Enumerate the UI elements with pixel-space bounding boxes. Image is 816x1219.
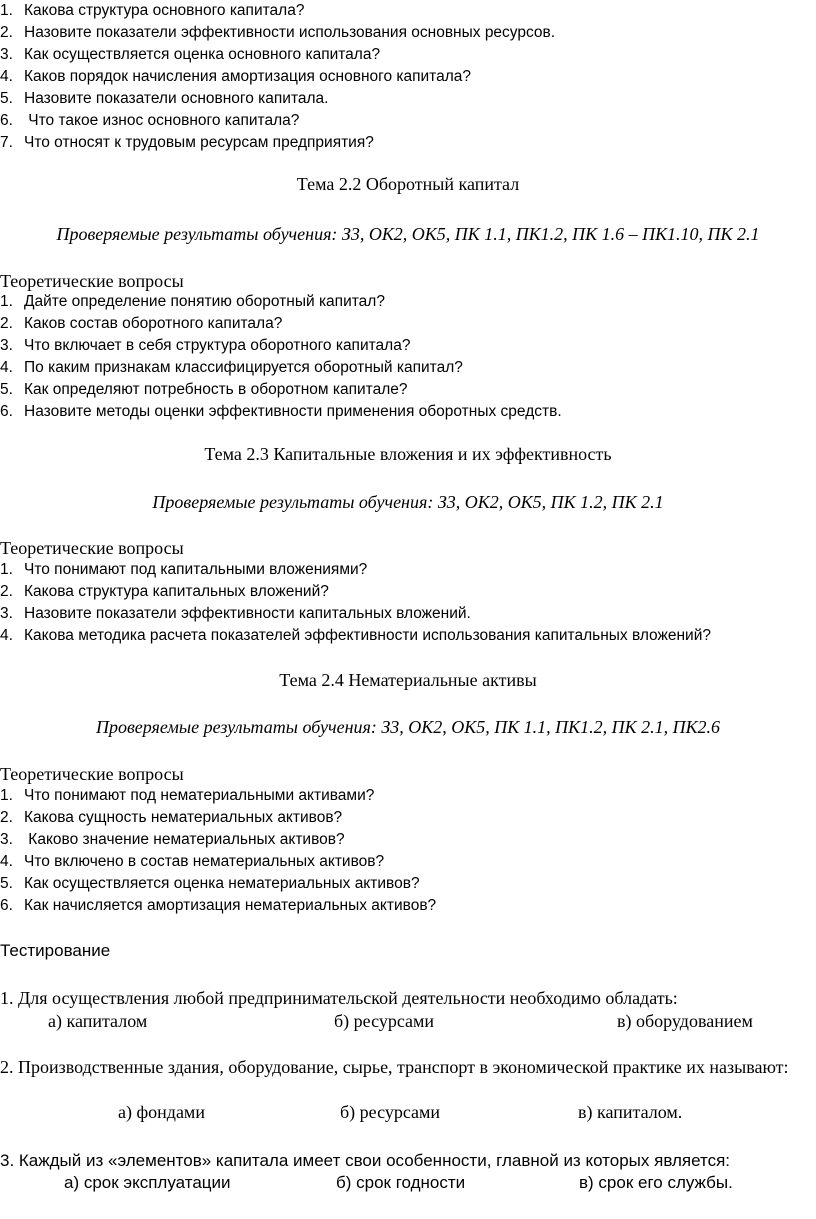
test-answer-option: в) капиталом. [578, 1102, 683, 1122]
question-item: 3. Назовите показатели эффективности капитальных вложений. [0, 605, 471, 622]
testing-heading: Тестирование [0, 941, 111, 960]
question-item: 2. Назовите показатели эффективности использования основных ресурсов. [0, 24, 556, 41]
question-item: 1. Что понимают под капитальными вложениями? [0, 561, 368, 578]
subsection-heading: Теоретические вопросы [0, 538, 184, 558]
test-answer-option: б) ресурсами [340, 1102, 441, 1122]
test-question-1: 1. Для осуществления любой предпринимательской деятельности необходимо обладать: [0, 988, 678, 1008]
section-heading: Тема 2.4 Нематериальные активы [279, 670, 537, 690]
test-question-3: 3. Каждый из «элементов» капитала имеет свои особенности, главной из которых является: [0, 1151, 730, 1170]
learning-outcomes: Проверяемые результаты обучения: З3, ОК2, ОК5, ПК 1.1, ПК1.2, ПК 1.6 – ПК1.10, ПК 2.1 [56, 224, 760, 244]
section-heading: Тема 2.3 Капитальные вложения и их эффективность [204, 444, 612, 464]
question-item: 4. По каким признакам классифицируется оборотный капитал? [0, 359, 463, 376]
question-item: 5. Назовите показатели основного капитала. [0, 90, 329, 107]
question-item: 4. Каков порядок начисления амортизация основного капитала? [0, 68, 472, 85]
test-answer-option: б) срок годности [336, 1173, 466, 1192]
test-answer-option: в) оборудованием [617, 1011, 753, 1031]
question-item: 2. Какова сущность нематериальных активов? [0, 809, 343, 826]
question-item: 4. Что включено в состав нематериальных активов? [0, 853, 385, 870]
question-item: 5. Как осуществляется оценка нематериальных активов? [0, 875, 420, 892]
question-item: 4. Какова методика расчета показателей эффективности использования капитальных вложений? [0, 627, 711, 644]
question-item: 1. Какова структура основного капитала? [0, 2, 305, 19]
question-item: 1. Дайте определение понятию оборотный капитал? [0, 293, 385, 310]
question-item: 1. Что понимают под нематериальными активами? [0, 787, 375, 804]
subsection-heading: Теоретические вопросы [0, 271, 184, 291]
test-answer-option: в) срок его службы. [579, 1173, 733, 1192]
learning-outcomes: Проверяемые результаты обучения: З3, ОК2, ОК5, ПК 1.1, ПК1.2, ПК 2.1, ПК2.6 [95, 717, 721, 737]
test-answer-option: а) фондами [118, 1102, 205, 1122]
test-answer-option: а) срок эксплуатации [64, 1173, 231, 1192]
question-item: 6. Как начисляется амортизация нематериальных активов? [0, 897, 437, 914]
question-item: 7. Что относят к трудовым ресурсам предприятия? [0, 134, 374, 151]
question-item: 3. Что включает в себя структура оборотного капитала? [0, 337, 411, 354]
test-answer-option: б) ресурсами [334, 1011, 435, 1031]
question-item: 6. Назовите методы оценки эффективности применения оборотных средств. [0, 403, 562, 420]
test-answer-option: а) капиталом [48, 1011, 148, 1031]
question-item: 3. Как осуществляется оценка основного капитала? [0, 46, 381, 63]
question-item: 5. Как определяют потребность в оборотном капитале? [0, 381, 408, 398]
question-item: 6. Что такое износ основного капитала? [0, 112, 300, 129]
question-item: 3. Каково значение нематериальных активов? [0, 831, 345, 848]
learning-outcomes: Проверяемые результаты обучения: З3, ОК2, ОК5, ПК 1.2, ПК 2.1 [152, 492, 664, 512]
question-item: 2. Каков состав оборотного капитала? [0, 315, 283, 332]
test-question-2: 2. Производственные здания, оборудование, сырье, транспорт в экономической практике их называют: [0, 1057, 789, 1077]
question-item: 2. Какова структура капитальных вложений? [0, 583, 329, 600]
subsection-heading: Теоретические вопросы [0, 764, 184, 784]
section-heading: Тема 2.2 Оборотный капитал [296, 174, 520, 194]
